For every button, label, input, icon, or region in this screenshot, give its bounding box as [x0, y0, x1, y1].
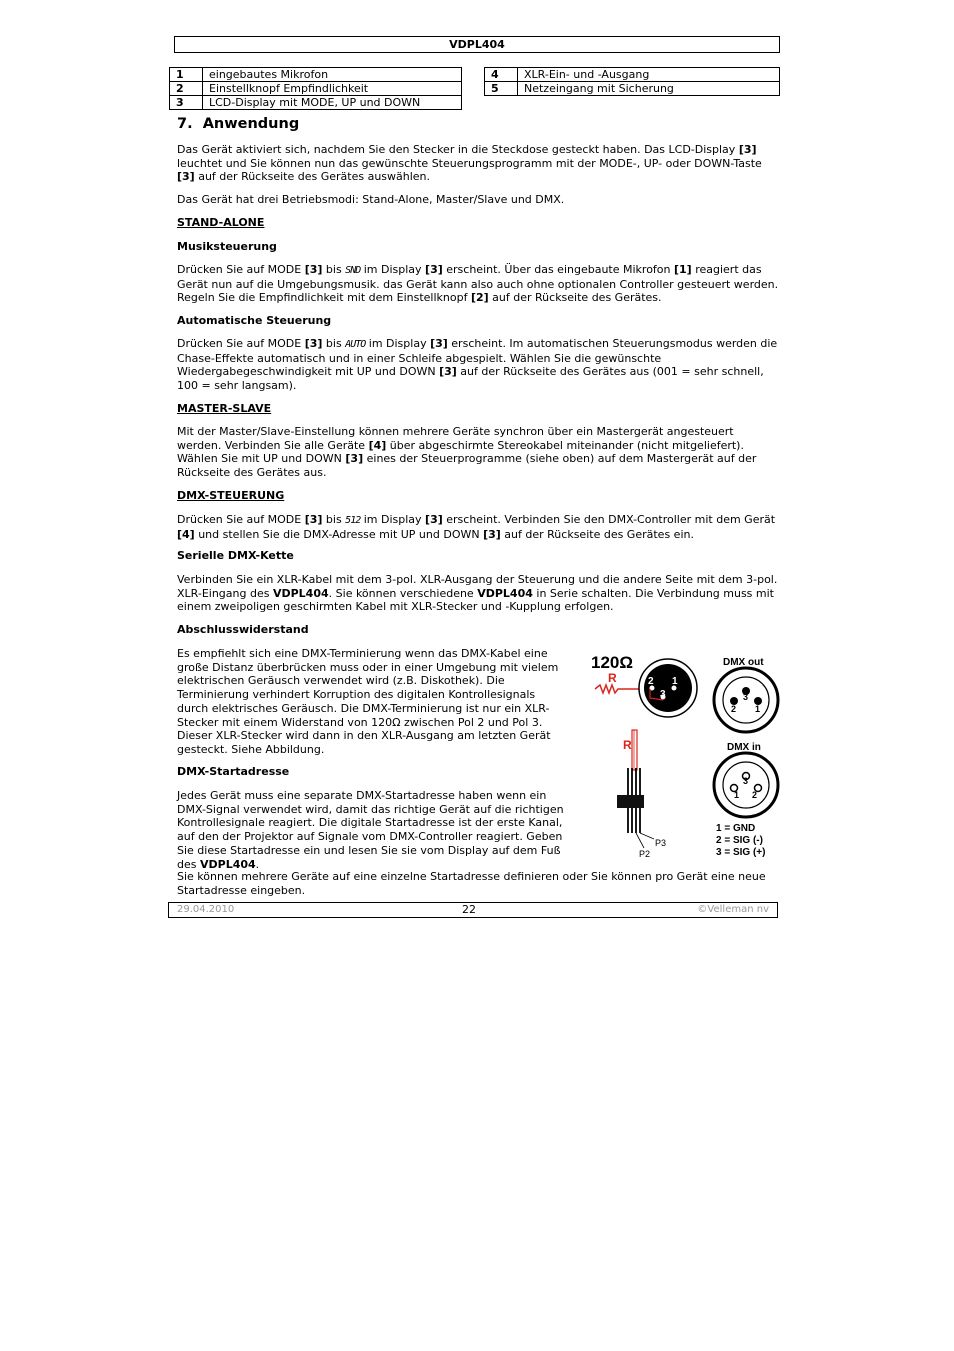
part-number: 5	[485, 82, 518, 96]
out-pin3-label: 3	[743, 692, 749, 702]
plug-pin1-label: 1	[672, 676, 678, 687]
in-pin3-label: 3	[743, 776, 749, 786]
document-header: VDPL404	[174, 36, 780, 53]
part-label: eingebautes Mikrofon	[203, 68, 462, 82]
legend-gnd: 1 = GND	[716, 823, 756, 834]
in-pin1-label: 1	[734, 790, 740, 800]
chain-paragraph: Verbinden Sie ein XLR-Kabel mit dem 3-pol. XLR-Ausgang der Steuerung und die andere Seite mit dem 3-pol. XLR-Eingang des VDPL404. Sie können verschiedene VDPL404 in Serie schalten. Die Verbindung muss mit einem zweipoligen geschirmten Kabel mit XLR-Stecker und -Kupplung erfolgen.	[177, 573, 778, 614]
footer-copyright: ©Velleman nv	[697, 904, 769, 915]
music-heading: Musiksteuerung	[177, 240, 277, 253]
lcd-512-glyph: 512	[345, 515, 361, 526]
startaddress-heading: DMX-Startadresse	[177, 765, 290, 778]
auto-paragraph: Drücken Sie auf MODE [3] bis AUTO im Display [3] erscheint. Im automatischen Steuerungsmodus werden die Chase-Effekte automatisch und in einer Schleife abgespielt. Wählen Sie die gewünschte Wiedergabegeschwindigkeit mit UP und DOWN [3] auf der Rückseite des Gerätes aus (001 = sehr schnell, 100 = sehr langsam).	[177, 337, 778, 393]
part-label: Netzeingang mit Sicherung	[518, 82, 780, 96]
chain-heading: Serielle DMX-Kette	[177, 549, 294, 562]
page-footer	[168, 902, 778, 918]
lcd-auto-glyph: AUTO	[345, 339, 366, 350]
ohm-label: 120Ω	[591, 653, 633, 672]
out-pin2-label: 2	[731, 704, 737, 714]
parts-table-right	[484, 67, 780, 96]
table-row	[170, 68, 462, 82]
plug-pin3-label: 3	[660, 689, 666, 700]
resistor-body-icon	[632, 730, 637, 770]
part-label: LCD-Display mit MODE, UP und DOWN	[203, 96, 462, 110]
masterslave-heading: MASTER-SLAVE	[177, 402, 272, 415]
lcd-sound-glyph: SND	[345, 265, 361, 276]
intro-paragraph: Das Gerät aktiviert sich, nachdem Sie den Stecker in die Steckdose gesteckt haben. Das LCD-Display [3] leuchtet und Sie können nun das gewünschte Steuerungsprogramm mit der MODE-, UP- oder DOWN-Taste [3] auf der Rückseite des Gerätes auswählen.	[177, 143, 762, 184]
term-paragraph: Es empfiehlt sich eine DMX-Terminierung wenn das DMX-Kabel eine große Distanz überbrücken muss oder in einer Umgebung mit vielem elektrischen Geräusch verwendet wird (z.B. Diskothek). Die Terminierung verhindert Korruption des digitalen Kontrollesignals durch elektrisches Geräusch. Die DMX-Terminierung ist nur ein XLR-Stecker mit einem Widerstand von 120Ω zwischen Pol 2 und Pol 3. Dieser XLR-Stecker wird dann in den XLR-Ausgang am letzten Gerät gesteckt. Siehe Abbildung.	[177, 647, 559, 756]
dmx-heading: DMX-STEUERUNG	[177, 489, 285, 502]
part-label: Einstellknopf Empfindlichkeit	[203, 82, 462, 96]
table-row	[170, 96, 462, 110]
parts-table-left	[169, 67, 462, 110]
p3-label: P3	[655, 838, 667, 848]
table-row	[170, 82, 462, 96]
startaddress-paragraph-2: Sie können mehrere Geräte auf eine einzelne Startadresse definieren oder Sie können pro Gerät eine neue Startadresse eingeben.	[177, 870, 766, 897]
modes-paragraph: Das Gerät hat drei Betriebsmodi: Stand-Alone, Master/Slave und DMX.	[177, 193, 565, 206]
part-number: 2	[170, 82, 203, 96]
table-row	[485, 68, 780, 82]
out-pin1-label: 1	[755, 704, 761, 714]
xlr-termination-figure	[588, 648, 788, 863]
standalone-heading: STAND-ALONE	[177, 216, 265, 229]
part-number: 3	[170, 96, 203, 110]
auto-heading: Automatische Steuerung	[177, 314, 332, 327]
resistor-label-side: R	[623, 738, 632, 752]
legend-sig-plus: 3 = SIG (+)	[716, 847, 766, 858]
section-title: 7. Anwendung	[177, 116, 300, 132]
masterslave-paragraph: Mit der Master/Slave-Einstellung können mehrere Geräte synchron über ein Mastergerät angesteuert werden. Verbinden Sie alle Geräte [4] über abgeschirmte Stereokabel miteinander (nicht mitgeliefert). Wählen Sie mit UP und DOWN [3] eines der Steuerprogramme (siehe oben) auf dem Mastergerät auf der Rückseite des Gerätes aus.	[177, 425, 757, 480]
dmx-in-label: DMX in	[727, 742, 761, 753]
part-number: 4	[485, 68, 518, 82]
resistor-label-top: R	[608, 671, 617, 685]
dmx-out-label: DMX out	[723, 657, 764, 668]
footer-date: 29.04.2010	[177, 904, 235, 915]
term-heading: Abschlusswiderstand	[177, 623, 309, 636]
plug-pin2-label: 2	[648, 676, 654, 687]
dmx-paragraph: Drücken Sie auf MODE [3] bis 512 im Display [3] erscheint. Verbinden Sie den DMX-Controller mit dem Gerät [4] und stellen Sie die DMX-Adresse mit UP und DOWN [3] auf der Rückseite des Gerätes ein.	[177, 513, 776, 541]
startaddress-paragraph: Jedes Gerät muss eine separate DMX-Startadresse haben wenn ein DMX-Signal verwendet wird, damit das richtige Gerät auf die richtigen Kontrollesignale reagiert. Die digitale Startadresse ist der erste Kanal, auf den der Projektor auf Signale vom DMX-Controller reagiert. Geben Sie diese Startadresse ein und lesen Sie sie vom Display auf dem Fuß des VDPL404.	[177, 789, 564, 871]
wire-clamp-icon	[617, 795, 644, 808]
in-pin2-label: 2	[752, 790, 758, 800]
part-label: XLR-Ein- und -Ausgang	[518, 68, 780, 82]
page-number: 22	[462, 903, 476, 916]
p2-label: P2	[639, 849, 651, 859]
part-number: 1	[170, 68, 203, 82]
legend-sig-minus: 2 = SIG (-)	[716, 835, 763, 846]
music-paragraph: Drücken Sie auf MODE [3] bis SND im Display [3] erscheint. Über das eingebaute Mikrofon [1] reagiert das Gerät nun auf die Umgebungsmusik. das Gerät kann also auch ohne optionalen Controller gesteuert werden. Regeln Sie die Empfindlichkeit mit dem Einstellknopf [2] auf der Rückseite des Gerätes.	[177, 263, 779, 305]
table-row	[485, 82, 780, 96]
